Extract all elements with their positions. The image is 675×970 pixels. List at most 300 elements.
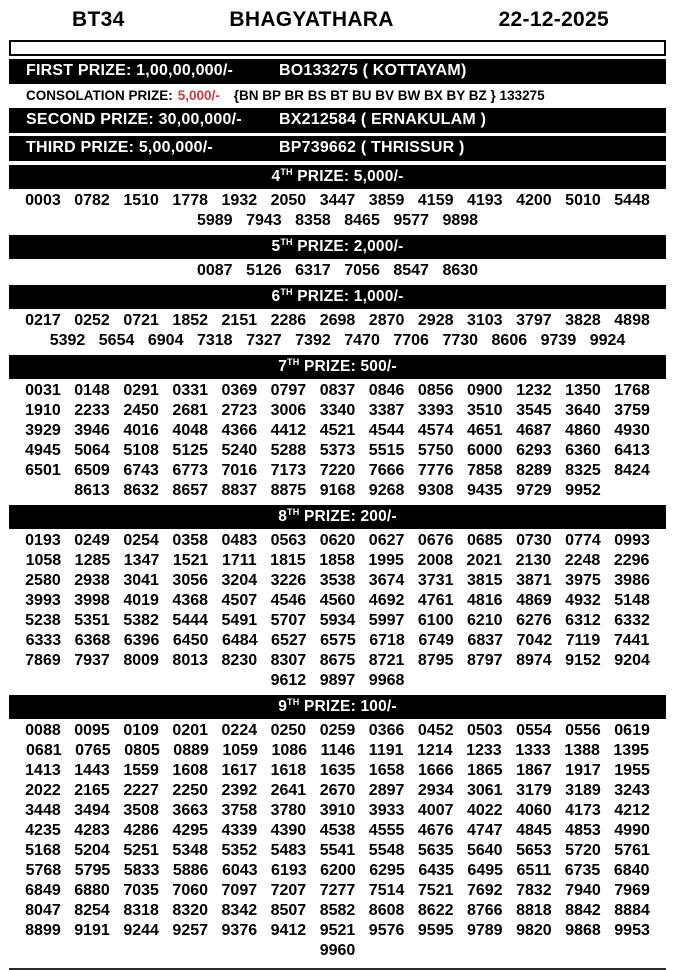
prize-number: 3871 (516, 572, 552, 589)
prize-number: 6840 (613, 862, 650, 879)
prize-number: 8507 (270, 902, 307, 919)
prize-number: 6396 (123, 632, 160, 649)
prize-number: 4692 (368, 592, 405, 609)
prize-number: 4555 (368, 822, 405, 839)
prize-numbers (0, 381, 675, 501)
prize-number: 7869 (25, 652, 61, 669)
prize-number: 5382 (123, 612, 159, 629)
prize-number: 3986 (614, 572, 650, 589)
prize-number: 1865 (466, 762, 503, 779)
prize-number: 0148 (74, 382, 110, 399)
prize-number: 7943 (246, 212, 282, 229)
prize-number: 4019 (123, 592, 159, 609)
prize-number: 1443 (74, 762, 110, 779)
prize-number: 5204 (74, 842, 110, 859)
prize-number: 3006 (270, 402, 307, 419)
prize-number: 7016 (221, 462, 258, 479)
prize-number: 6718 (369, 632, 405, 649)
prize-number: 9244 (123, 922, 159, 939)
prize-number: 9898 (442, 212, 479, 229)
prize-number: 4200 (516, 192, 552, 209)
prize-number: 9897 (319, 672, 356, 689)
prize-number: 2934 (417, 782, 454, 799)
prize-number: 2897 (368, 782, 405, 799)
prize-number-row (0, 821, 675, 841)
prize-number: 1815 (270, 552, 306, 569)
prize-number: 2580 (25, 572, 61, 589)
prize-number: 7858 (466, 462, 503, 479)
third-prize-bar (9, 136, 666, 161)
prize-rank-ordinal: TH (280, 237, 293, 247)
prize-number: 4651 (466, 422, 503, 439)
prize-number: 9521 (319, 922, 356, 939)
prize-number: 8797 (466, 652, 503, 669)
lower-prize-sections (0, 165, 675, 961)
prize-amount: PRIZE: 2,000/- (292, 238, 404, 255)
prize-number-row (0, 311, 675, 331)
prize-section-header (9, 165, 666, 189)
prize-number: 0193 (25, 532, 61, 549)
prize-number: 2250 (172, 782, 209, 799)
prize-number: 8818 (516, 902, 552, 919)
prize-number: 8837 (221, 482, 258, 499)
draw-date: 22-12-2025 (498, 8, 609, 31)
prize-number: 4390 (270, 822, 307, 839)
prize-number: 7832 (516, 882, 552, 899)
prize-number: 8613 (74, 482, 110, 499)
prize-number: 8289 (516, 462, 552, 479)
prize-number: 6332 (614, 612, 650, 629)
lottery-code: BT34 (72, 8, 125, 31)
prize-number-row (0, 671, 675, 691)
prize-number: 6100 (417, 612, 454, 629)
prize-number: 4173 (565, 802, 601, 819)
prize-number: 0554 (516, 722, 552, 739)
prize-number: 1658 (368, 762, 405, 779)
prize-number: 3226 (270, 572, 307, 589)
prize-number: 5640 (466, 842, 503, 859)
prize-number: 6773 (172, 462, 209, 479)
prize-number: 0201 (172, 722, 209, 739)
prize-number-row (0, 801, 675, 821)
prize-number: 0483 (221, 532, 258, 549)
prize-number: 0366 (368, 722, 405, 739)
prize-number: 4521 (319, 422, 356, 439)
prize-number: 2670 (319, 782, 356, 799)
prize-number: 4339 (221, 822, 258, 839)
prize-number: 5997 (368, 612, 405, 629)
prize-number: 8009 (123, 652, 159, 669)
prize-number: 0993 (614, 532, 650, 549)
prize-number: 2227 (123, 782, 159, 799)
prize-number: 5491 (221, 612, 258, 629)
prize-number: 3993 (25, 592, 61, 609)
consolation-label: CONSOLATION PRIZE: (26, 88, 173, 103)
first-prize-label: FIRST PRIZE: 1,00,00,000/- (26, 62, 234, 79)
second-prize-label: SECOND PRIZE: 30,00,000/- (26, 111, 242, 128)
prize-number: 6495 (467, 862, 504, 879)
prize-number: 4574 (417, 422, 454, 439)
prize-number: 6509 (74, 462, 110, 479)
prize-number: 7521 (417, 882, 454, 899)
prize-number: 1191 (368, 742, 404, 759)
prize-number: 6276 (516, 612, 552, 629)
prize-number: 5654 (98, 332, 135, 349)
prize-section-header (9, 235, 666, 259)
prize-number: 5126 (246, 262, 282, 279)
prize-number: 6837 (467, 632, 504, 649)
prize-number: 9924 (589, 332, 626, 349)
second-prize-bar (9, 108, 666, 133)
prize-number: 0503 (466, 722, 503, 739)
prize-number: 2681 (172, 402, 209, 419)
prize-number: 0556 (565, 722, 601, 739)
prize-number: 2248 (564, 552, 601, 569)
prize-number: 0774 (565, 532, 601, 549)
prize-number: 7220 (319, 462, 356, 479)
prize-number: 9168 (319, 482, 356, 499)
prize-number: 8632 (123, 482, 159, 499)
prize-number: 0721 (123, 312, 159, 329)
prize-numbers (0, 311, 675, 351)
prize-number: 9739 (540, 332, 577, 349)
prize-number: 9268 (368, 482, 405, 499)
prize-number: 4016 (123, 422, 159, 439)
prize-number: 9612 (270, 672, 307, 689)
prize-number: 0031 (25, 382, 61, 399)
prize-number: 0087 (196, 262, 233, 279)
prize-number: 9152 (565, 652, 601, 669)
prize-number: 9595 (417, 922, 454, 939)
prize-number: 3494 (74, 802, 110, 819)
prize-number: 1852 (172, 312, 209, 329)
prize-number: 6293 (516, 442, 552, 459)
prize-number: 3538 (319, 572, 356, 589)
prize-number: 0003 (25, 192, 61, 209)
prize-section (0, 285, 675, 351)
prize-number: 0331 (172, 382, 209, 399)
prize-number: 2021 (466, 552, 503, 569)
prize-number-row (0, 901, 675, 921)
prize-number: 0797 (270, 382, 307, 399)
prize-number: 0900 (466, 382, 503, 399)
prize-number: 1347 (123, 552, 160, 569)
prize-number: 1388 (564, 742, 600, 759)
prize-number: 3759 (614, 402, 650, 419)
prize-rank-ordinal: TH (280, 287, 293, 297)
prize-number: 7173 (270, 462, 307, 479)
prize-number: 5148 (614, 592, 650, 609)
prize-number: 3056 (172, 572, 209, 589)
prize-section (0, 165, 675, 231)
prize-number: 5548 (368, 842, 405, 859)
prize-number: 7969 (614, 882, 650, 899)
prize-number-row (0, 611, 675, 631)
prize-number: 5989 (196, 212, 233, 229)
prize-number: 3674 (368, 572, 405, 589)
prize-number: 1666 (417, 762, 454, 779)
prize-number: 6904 (147, 332, 184, 349)
prize-number: 8047 (25, 902, 61, 919)
prize-numbers (0, 531, 675, 691)
prize-number: 0095 (74, 722, 110, 739)
prize-number: 3929 (25, 422, 61, 439)
prize-number: 5125 (172, 442, 209, 459)
prize-number: 8721 (368, 652, 405, 669)
prize-number: 5392 (49, 332, 86, 349)
prize-number: 3189 (565, 782, 601, 799)
prize-number: 4412 (270, 422, 307, 439)
prize-number: 8320 (172, 902, 209, 919)
prize-number: 9204 (614, 652, 650, 669)
prize-number: 8622 (417, 902, 454, 919)
prize-number: 1333 (515, 742, 551, 759)
prize-number: 1521 (172, 552, 209, 569)
prize-number: 0088 (25, 722, 61, 739)
prize-number: 2698 (319, 312, 356, 329)
prize-rank-ordinal: TH (287, 357, 300, 367)
prize-number: 7706 (393, 332, 429, 349)
prize-number: 1955 (614, 762, 650, 779)
prize-numbers (0, 191, 675, 231)
prize-number: 9435 (466, 482, 503, 499)
prize-number: 3859 (368, 192, 405, 209)
prize-number: 4022 (466, 802, 503, 819)
prize-number-row (0, 551, 675, 571)
prize-number: 1086 (271, 742, 308, 759)
prize-number: 6043 (221, 862, 258, 879)
prize-number: 9789 (466, 922, 503, 939)
prize-number: 2296 (613, 552, 650, 569)
prize-number: 4930 (614, 422, 650, 439)
prize-number: 7514 (368, 882, 405, 899)
prize-number: 6333 (25, 632, 62, 649)
prize-number: 4945 (25, 442, 61, 459)
prize-number: 8547 (393, 262, 429, 279)
prize-number: 7035 (123, 882, 159, 899)
prize-number: 0681 (26, 742, 62, 759)
prize-number: 1146 (320, 742, 356, 759)
prize-number: 1778 (172, 192, 209, 209)
prize-number: 5707 (270, 612, 307, 629)
prize-number: 5635 (417, 842, 454, 859)
prize-number: 5448 (614, 192, 650, 209)
prize-amount: PRIZE: 500/- (299, 358, 397, 375)
prize-number: 5541 (319, 842, 356, 859)
prize-number: 3910 (319, 802, 356, 819)
prize-number: 6210 (466, 612, 503, 629)
prize-number: 4295 (172, 822, 209, 839)
prize-number: 4898 (614, 312, 650, 329)
prize-number: 0252 (74, 312, 110, 329)
page-header (0, 0, 675, 34)
prize-number: 0254 (123, 532, 159, 549)
consolation-series: {BN BP BR BS BT BU BV BW BX BY BZ } 133275 (233, 88, 545, 103)
prize-number: 4060 (516, 802, 552, 819)
prize-number: 9953 (614, 922, 650, 939)
prize-number-row (0, 761, 675, 781)
prize-number: 5352 (221, 842, 258, 859)
prize-amount: PRIZE: 200/- (299, 508, 397, 525)
prize-number: 3828 (565, 312, 601, 329)
prize-number: 4159 (417, 192, 454, 209)
prize-number: 8307 (270, 652, 307, 669)
prize-number: 7119 (565, 632, 601, 649)
prize-number: 4538 (319, 822, 356, 839)
prize-number: 5108 (123, 442, 159, 459)
prize-number: 9376 (221, 922, 258, 939)
prize-section (0, 505, 675, 691)
prize-number-row (0, 651, 675, 671)
prize-number: 0358 (172, 532, 209, 549)
prize-number: 9308 (417, 482, 454, 499)
prize-number: 2450 (123, 402, 159, 419)
prize-number: 5064 (74, 442, 110, 459)
prize-number: 3663 (172, 802, 209, 819)
prize-number: 4193 (466, 192, 503, 209)
prize-number: 8013 (172, 652, 209, 669)
prize-number-row (0, 781, 675, 801)
prize-number: 7470 (344, 332, 380, 349)
prize-number: 3393 (417, 402, 454, 419)
prize-number: 8608 (368, 902, 405, 919)
prize-number-row (0, 941, 675, 961)
prize-number: 7277 (319, 882, 356, 899)
prize-number: 0627 (368, 532, 405, 549)
prize-number: 1058 (25, 552, 62, 569)
prize-number: 8630 (442, 262, 479, 279)
prize-rank: 7 (278, 358, 288, 375)
prize-number-row (0, 421, 675, 441)
third-prize-label: THIRD PRIZE: 5,00,000/- (26, 139, 213, 156)
prize-number: 4507 (221, 592, 258, 609)
prize-number: 7692 (466, 882, 503, 899)
prize-number-row (0, 921, 675, 941)
prize-number: 4845 (516, 822, 552, 839)
prize-number: 6511 (516, 862, 552, 879)
prize-number: 1768 (614, 382, 650, 399)
prize-numbers (0, 261, 675, 281)
prize-number: 0730 (516, 532, 552, 549)
prize-number: 7318 (196, 332, 233, 349)
prize-number: 0250 (270, 722, 307, 739)
prize-number: 8424 (614, 462, 650, 479)
prize-number: 8842 (565, 902, 601, 919)
prize-number: 1910 (25, 402, 61, 419)
prize-number: 8358 (295, 212, 331, 229)
prize-number: 1059 (222, 742, 258, 759)
prize-number: 3510 (466, 402, 503, 419)
prize-section-header (9, 505, 666, 529)
prize-number: 5761 (614, 842, 650, 859)
prize-number-row (0, 841, 675, 861)
prize-number: 9412 (270, 922, 307, 939)
prize-number: 5768 (25, 862, 62, 879)
prize-number: 4560 (319, 592, 356, 609)
prize-number: 0620 (319, 532, 356, 549)
prize-number: 3545 (516, 402, 552, 419)
prize-number: 6743 (123, 462, 159, 479)
prize-number: 0259 (319, 722, 356, 739)
prize-number: 3508 (123, 802, 159, 819)
prize-number: 8795 (417, 652, 454, 669)
prize-number: 0563 (270, 532, 307, 549)
prize-number: 9960 (319, 942, 356, 959)
prize-number-row (0, 481, 675, 501)
prize-number: 8675 (319, 652, 356, 669)
prize-number: 4546 (270, 592, 307, 609)
prize-number: 7097 (221, 882, 258, 899)
prize-number: 8230 (221, 652, 258, 669)
prize-number: 6312 (565, 612, 601, 629)
prize-number: 5251 (123, 842, 159, 859)
prize-number-row (0, 741, 675, 761)
prize-number: 8875 (270, 482, 307, 499)
prize-number: 4048 (172, 422, 209, 439)
prize-number: 8465 (344, 212, 380, 229)
prize-number: 1858 (319, 552, 355, 569)
prize-number: 5238 (25, 612, 61, 629)
prize-number: 0765 (75, 742, 111, 759)
prize-number-row (0, 461, 675, 481)
first-prize-winner: BO133275 ( KOTTAYAM) (279, 62, 467, 79)
prize-number: 2641 (270, 782, 307, 799)
prize-number: 3340 (319, 402, 356, 419)
prize-number: 1867 (516, 762, 552, 779)
prize-number: 0846 (368, 382, 405, 399)
prize-number: 7776 (417, 462, 454, 479)
second-prize-winner: BX212584 ( ERNAKULAM ) (279, 111, 487, 128)
prize-number: 1214 (417, 742, 453, 759)
prize-number: 9577 (393, 212, 429, 229)
prize-number: 5348 (172, 842, 209, 859)
prize-number: 1608 (172, 762, 209, 779)
prize-number: 5886 (172, 862, 209, 879)
prize-number: 1711 (221, 552, 257, 569)
prize-number: 9191 (74, 922, 110, 939)
prize-number: 0249 (74, 532, 110, 549)
prize-number: 2130 (515, 552, 552, 569)
prize-number: 4368 (172, 592, 209, 609)
prize-number: 8606 (491, 332, 528, 349)
prize-number: 4366 (221, 422, 258, 439)
third-prize-winner: BP739662 ( THRISSUR ) (279, 139, 465, 156)
empty-box (9, 40, 666, 56)
prize-number: 2938 (74, 572, 110, 589)
prize-number: 8342 (221, 902, 258, 919)
prize-number: 9729 (516, 482, 552, 499)
prize-number: 4747 (466, 822, 503, 839)
prize-number-row (0, 861, 675, 881)
prize-number: 3061 (466, 782, 503, 799)
prize-number: 0889 (173, 742, 209, 759)
prize-number: 3179 (516, 782, 552, 799)
prize-number: 5351 (74, 612, 110, 629)
prize-number: 6484 (221, 632, 258, 649)
prize-number: 6735 (564, 862, 601, 879)
prize-number: 6435 (418, 862, 454, 879)
prize-number: 7056 (344, 262, 380, 279)
prize-rank: 6 (271, 288, 281, 305)
prize-number-row (0, 881, 675, 901)
prize-number: 4286 (123, 822, 159, 839)
prize-number: 3387 (368, 402, 405, 419)
consolation-amount: 5,000/- (177, 88, 220, 103)
prize-number: 0805 (124, 742, 160, 759)
prize-number-row (0, 631, 675, 651)
prize-number: 3731 (417, 572, 454, 589)
prize-number: 2723 (221, 402, 258, 419)
